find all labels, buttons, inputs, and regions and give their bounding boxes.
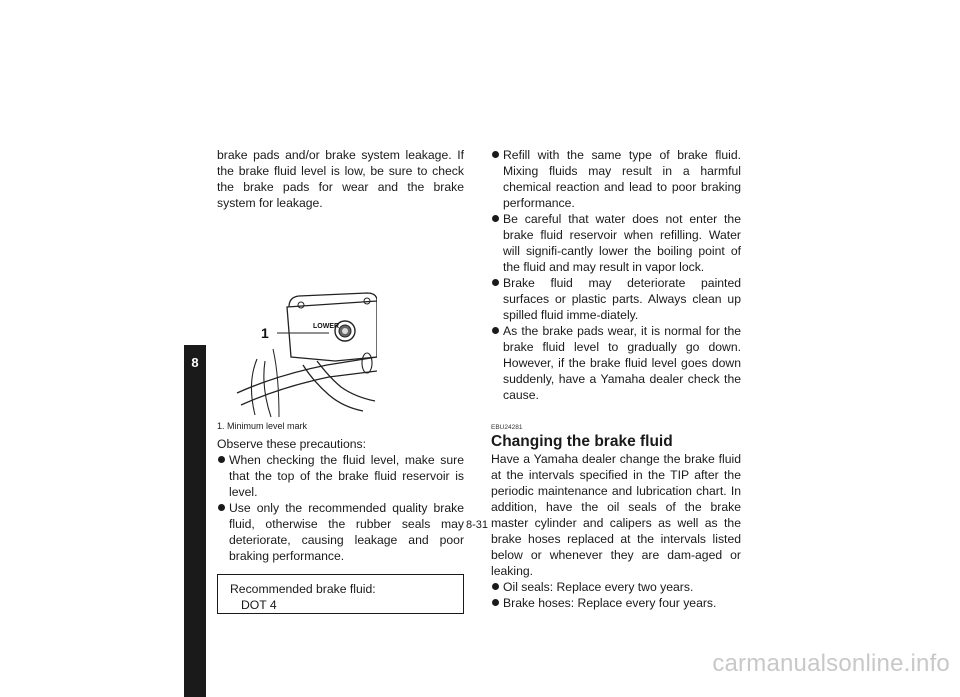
list-item: Oil seals: Replace every two years. bbox=[491, 579, 741, 595]
refill-precautions-list bbox=[491, 147, 741, 403]
spec-label: Recommended brake fluid: bbox=[230, 582, 376, 596]
watermark: carmanualsonline.info bbox=[712, 650, 950, 677]
intro-paragraph: brake pads and/or brake system leakage. If the brake fluid level is low, be sure to check the brake pads for wear and the brake system for leakage. bbox=[217, 148, 464, 210]
chapter-tab bbox=[184, 345, 206, 697]
figure-callout-1: 1 bbox=[261, 325, 269, 341]
section-code: EBU24281 bbox=[491, 424, 523, 431]
right-column bbox=[491, 147, 741, 611]
replacement-schedule-list bbox=[491, 579, 741, 611]
precautions-list bbox=[217, 452, 464, 564]
list-item: When checking the fluid level, make sure that the top of the brake fluid reservoir is level. bbox=[217, 452, 464, 500]
precautions-intro: Observe these precautions: bbox=[217, 437, 367, 451]
brake-reservoir-figure bbox=[217, 225, 464, 421]
chapter-number: 8 bbox=[191, 355, 199, 370]
recommended-fluid-box bbox=[217, 574, 464, 614]
list-item: Refill with the same type of brake fluid. Mixing fluids may result in a harmful chemical reaction and lead to poor braking performance. bbox=[491, 147, 741, 211]
page-number: 8-31 bbox=[466, 519, 489, 531]
list-item: Brake hoses: Replace every four years. bbox=[491, 595, 741, 611]
list-item: As the brake pads wear, it is normal for the brake fluid level to gradually go down. However, if the brake fluid level goes down suddenly, have a Yamaha dealer check the cause. bbox=[491, 323, 741, 403]
lower-mark-label: LOWER bbox=[313, 323, 340, 330]
list-item: Brake fluid may deteriorate painted surfaces or plastic parts. Always clean up spilled fluid imme-diately. bbox=[491, 275, 741, 323]
left-column bbox=[217, 147, 464, 614]
list-item: Use only the recommended quality brake fluid, otherwise the rubber seals may deteriorate, causing leakage and poor braking performance. bbox=[217, 500, 464, 564]
section-heading: Changing the brake fluid bbox=[491, 433, 673, 450]
brake-reservoir-illustration bbox=[217, 225, 377, 421]
spec-value: DOT 4 bbox=[241, 598, 277, 612]
list-item: Be careful that water does not enter the brake fluid reservoir when refilling. Water will signifi-cantly lower the boiling point of the fluid and may result in vapor lock. bbox=[491, 211, 741, 275]
section-body: Have a Yamaha dealer change the brake fluid at the intervals specified in the TIP after the periodic maintenance and lubrication chart. In addition, have the oil seals of the brake master cylinder and calipers as well as the brake hoses replaced at the intervals listed below or whenever they are dam-aged or leaking. bbox=[491, 452, 741, 578]
figure-caption: 1. Minimum level mark bbox=[217, 421, 308, 431]
